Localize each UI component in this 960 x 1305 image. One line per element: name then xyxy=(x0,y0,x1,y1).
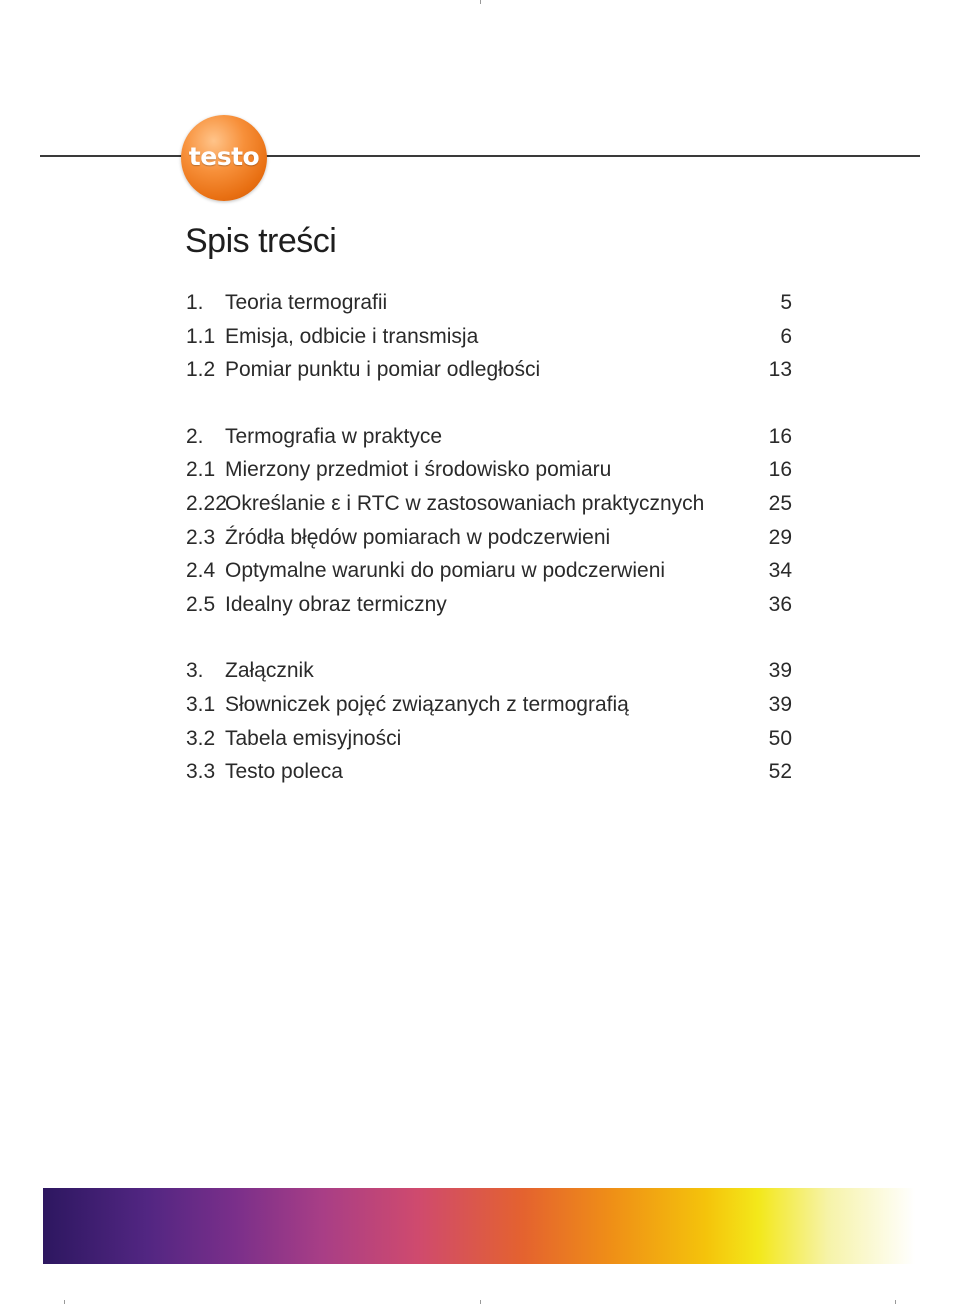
toc-entry[interactable] xyxy=(186,760,792,794)
toc-entry[interactable] xyxy=(186,358,792,392)
toc-entry-page: 52 xyxy=(768,760,792,784)
toc-entry[interactable] xyxy=(186,291,792,325)
toc-entry-page: 36 xyxy=(768,592,792,616)
toc-entry-label xyxy=(186,291,387,315)
toc-entry-label xyxy=(186,458,611,482)
toc-entry[interactable] xyxy=(186,458,792,492)
toc-entry[interactable] xyxy=(186,325,792,359)
toc-entry-number: 3.1 xyxy=(186,692,216,716)
toc-entry-title: Określanie ε i RTC w zastosowaniach praktycznych xyxy=(225,491,705,515)
toc-entry-title: Tabela emisyjności xyxy=(225,726,402,750)
toc-entry-label xyxy=(186,358,540,382)
toc-entry-number: 2.5 xyxy=(186,592,216,616)
toc-entry-number: 3. xyxy=(186,659,204,683)
toc-entry-label xyxy=(186,693,629,717)
toc-entry-number: 2.3 xyxy=(186,525,216,549)
toc-entry-label xyxy=(186,425,442,449)
toc-entry[interactable] xyxy=(186,559,792,593)
toc-entry-title: Idealny obraz termiczny xyxy=(225,592,447,616)
toc-entry[interactable] xyxy=(186,727,792,761)
toc-section-1 xyxy=(186,291,792,392)
toc-entry-number: 2.1 xyxy=(186,458,216,482)
crop-mark xyxy=(480,1300,481,1304)
toc-entry-number: 1.2 xyxy=(186,358,216,382)
toc-entry-page: 5 xyxy=(780,291,792,314)
toc-entry-page: 29 xyxy=(768,525,792,549)
toc-entry-number: 3.3 xyxy=(186,760,216,784)
toc-entry-title: Testo poleca xyxy=(225,760,343,784)
toc-entry-title: Słowniczek pojęć związanych z termografią xyxy=(225,692,629,716)
toc-entry-title: Źródła błędów pomiarach w podczerwieni xyxy=(225,525,611,549)
toc-entry-number: 2. xyxy=(186,424,204,448)
toc-section-2 xyxy=(186,425,792,627)
page-title: Spis treści xyxy=(185,222,337,260)
toc-entry[interactable] xyxy=(186,425,792,459)
toc-entry-page: 34 xyxy=(768,559,792,583)
toc-entry-page: 16 xyxy=(768,458,792,482)
toc-entry[interactable] xyxy=(186,693,792,727)
toc-entry-page: 39 xyxy=(768,692,792,716)
toc-entry-title: Pomiar punktu i pomiar odległości xyxy=(225,358,541,382)
table-of-contents xyxy=(186,291,792,827)
toc-entry-label xyxy=(186,325,478,349)
toc-entry-title: Teoria termografii xyxy=(225,291,388,314)
toc-entry-title: Załącznik xyxy=(225,659,314,683)
toc-entry[interactable] xyxy=(186,593,792,627)
toc-entry-number: 1. xyxy=(186,291,204,314)
toc-section-3 xyxy=(186,659,792,793)
toc-entry[interactable] xyxy=(186,659,792,693)
toc-entry-page: 16 xyxy=(768,424,792,448)
toc-entry-label xyxy=(186,593,447,617)
toc-entry-number: 2.22 xyxy=(186,491,227,515)
toc-entry-number: 2.4 xyxy=(186,559,216,583)
crop-mark xyxy=(64,1300,65,1304)
toc-entry[interactable] xyxy=(186,492,792,526)
logo-text: testo xyxy=(188,141,260,171)
toc-entry-number: 1.1 xyxy=(186,324,216,348)
toc-entry-page: 39 xyxy=(768,659,792,683)
toc-entry-page: 13 xyxy=(768,358,792,382)
toc-entry-label xyxy=(186,727,401,751)
toc-entry-title: Emisja, odbicie i transmisja xyxy=(225,324,479,348)
toc-entry-title: Mierzony przedmiot i środowisko pomiaru xyxy=(225,458,612,482)
toc-entry-title: Termografia w praktyce xyxy=(225,424,443,448)
toc-entry-label xyxy=(186,526,610,550)
toc-entry-page: 50 xyxy=(768,726,792,750)
toc-entry-label xyxy=(186,492,704,516)
toc-entry-page: 6 xyxy=(780,324,792,348)
crop-mark xyxy=(895,1300,896,1304)
thermal-gradient-bar xyxy=(43,1188,915,1264)
toc-entry-label xyxy=(186,659,314,683)
toc-entry-label xyxy=(186,760,343,784)
testo-logo xyxy=(181,115,267,201)
toc-entry-page: 25 xyxy=(768,491,792,515)
toc-entry-label xyxy=(186,559,665,583)
toc-entry-number: 3.2 xyxy=(186,726,216,750)
toc-entry-title: Optymalne warunki do pomiaru w podczerwieni xyxy=(225,559,666,583)
header-rule xyxy=(40,155,920,157)
toc-entry[interactable] xyxy=(186,526,792,560)
crop-mark xyxy=(480,0,481,4)
